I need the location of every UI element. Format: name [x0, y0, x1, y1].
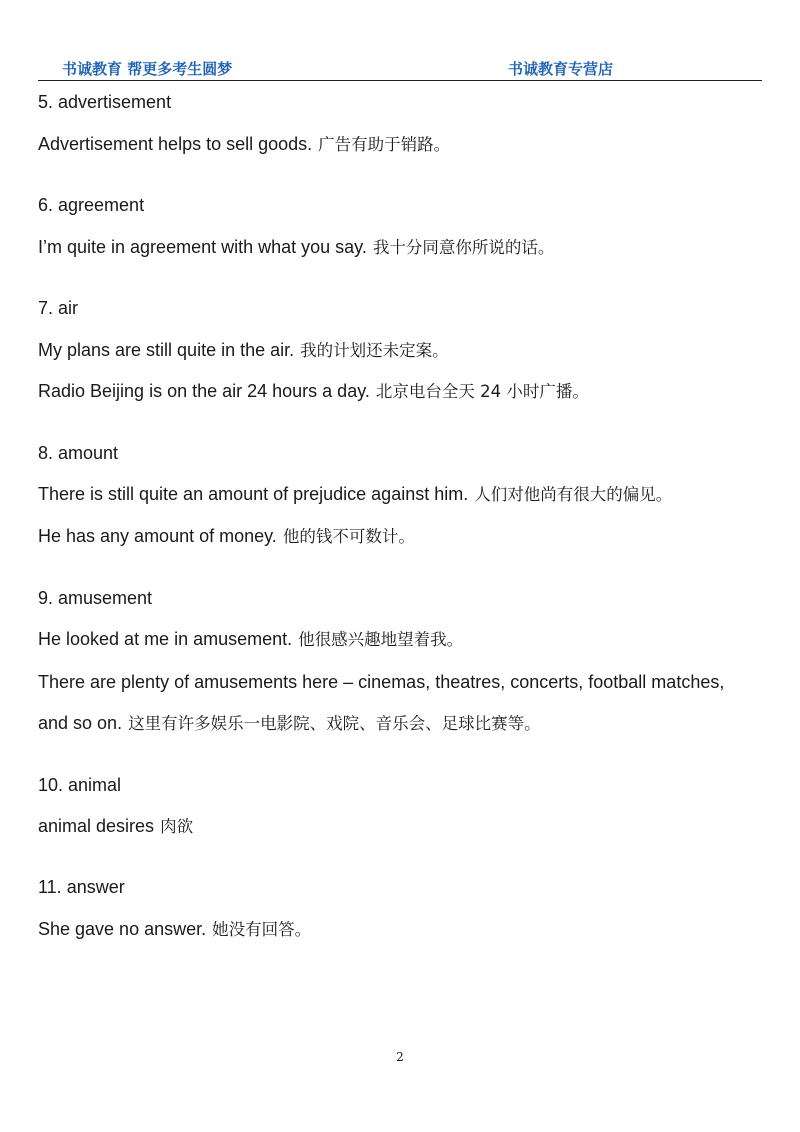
- example-sentence: [38, 815, 193, 838]
- entry-heading: 7. air: [38, 298, 79, 318]
- chinese-translation: 她没有回答。: [212, 920, 312, 939]
- english-text: She gave no answer.: [38, 919, 207, 939]
- english-text: animal desires: [38, 816, 155, 836]
- example-sentence: [38, 236, 554, 259]
- entry-heading: 6. agreement: [38, 195, 145, 215]
- chinese-translation: 他的钱不可数计。: [282, 527, 415, 546]
- chinese-translation: 我十分同意你所说的话。: [372, 238, 555, 257]
- english-text: He has any amount of money.: [38, 526, 277, 546]
- english-text: There is still quite an amount of prejudice against him.: [38, 484, 469, 504]
- english-text: and so on.: [38, 713, 123, 733]
- chinese-translation: 肉欲: [160, 817, 194, 836]
- example-sentence: [38, 671, 724, 693]
- entry-heading: 11. answer: [38, 877, 125, 897]
- english-text: There are plenty of amusements here – cinemas, theatres, concerts, football matches,: [38, 672, 725, 692]
- english-text: I’m quite in agreement with what you say.: [38, 237, 367, 257]
- english-text: Advertisement helps to sell goods.: [38, 134, 313, 154]
- page-header: [38, 58, 762, 81]
- entry-heading: 8. amount: [38, 443, 119, 463]
- chinese-translation: 我的计划还未定案。: [300, 341, 449, 360]
- entry-heading: 10. animal: [38, 775, 122, 795]
- header-store-name: 书诚教育专营店: [508, 60, 614, 78]
- english-text: Radio Beijing is on the air 24 hours a day.: [38, 381, 370, 401]
- chinese-translation: 北京电台全天 24 小时广播。: [375, 382, 589, 401]
- chinese-translation: 他很感兴趣地望着我。: [298, 630, 464, 649]
- example-sentence: [38, 133, 450, 156]
- example-sentence: [38, 339, 449, 362]
- page-number: 2: [396, 1050, 404, 1064]
- chinese-translation: 人们对他尚有很大的偏见。: [474, 485, 673, 504]
- chinese-translation: 广告有助于销路。: [318, 135, 451, 154]
- english-text: My plans are still quite in the air.: [38, 340, 295, 360]
- example-sentence: [38, 525, 415, 548]
- english-text: He looked at me in amusement.: [38, 629, 293, 649]
- example-sentence-continued: [38, 712, 541, 735]
- example-sentence: [38, 628, 463, 651]
- example-sentence: [38, 380, 589, 403]
- entry-heading: 9. amusement: [38, 588, 153, 608]
- chinese-translation: 这里有许多娱乐一电影院、戏院、音乐会、足球比赛等。: [128, 714, 541, 733]
- example-sentence: [38, 483, 672, 506]
- header-slogan: 书诚教育 帮更多考生圆梦: [62, 60, 233, 78]
- entry-heading: 5. advertisement: [38, 92, 172, 112]
- example-sentence: [38, 918, 311, 941]
